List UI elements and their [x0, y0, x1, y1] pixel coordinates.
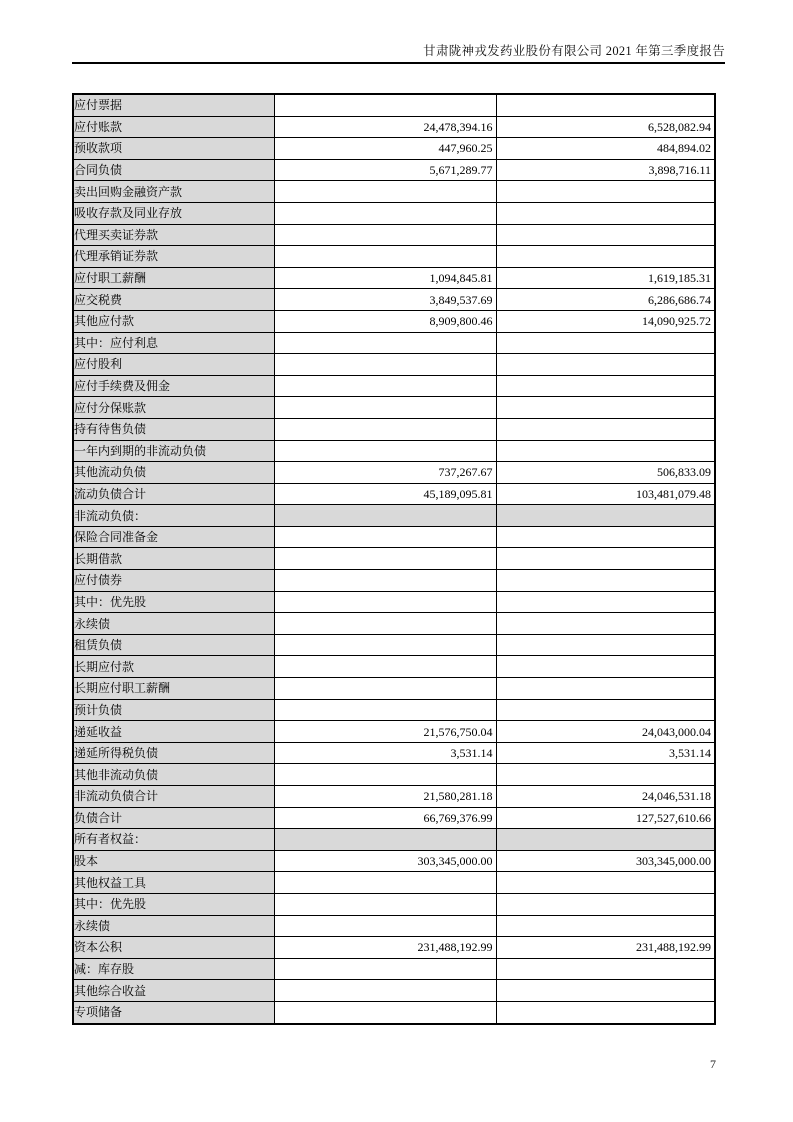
row-value-current: [274, 980, 496, 1002]
table-row: [73, 224, 715, 246]
row-value-previous: [496, 893, 715, 915]
row-value-current: 447,960.25: [274, 138, 496, 160]
row-label: 所有者权益：: [73, 829, 274, 851]
table-row: [73, 721, 715, 743]
row-value-current: 737,267.67: [274, 462, 496, 484]
balance-sheet-table-wrap: [72, 93, 716, 1025]
row-label: 其他非流动负债: [73, 764, 274, 786]
table-row: [73, 958, 715, 980]
row-value-previous: [496, 246, 715, 268]
row-label: 保险合同准备金: [73, 526, 274, 548]
row-label: 应付票据: [73, 94, 274, 116]
balance-sheet-table: [72, 93, 716, 1025]
row-label: 减：库存股: [73, 958, 274, 980]
row-value-current: [274, 656, 496, 678]
row-value-current: [274, 915, 496, 937]
row-value-current: 231,488,192.99: [274, 937, 496, 959]
table-row: [73, 94, 715, 116]
row-label: 股本: [73, 850, 274, 872]
row-value-previous: [496, 505, 715, 527]
row-value-previous: [496, 375, 715, 397]
row-label: 长期应付款: [73, 656, 274, 678]
row-value-current: 21,576,750.04: [274, 721, 496, 743]
row-label: 应付分保账款: [73, 397, 274, 419]
row-value-previous: [496, 915, 715, 937]
table-row: [73, 937, 715, 959]
row-label: 代理买卖证券款: [73, 224, 274, 246]
row-value-current: [274, 505, 496, 527]
row-value-current: [274, 548, 496, 570]
table-row: [73, 462, 715, 484]
row-label: 流动负债合计: [73, 483, 274, 505]
row-label: 租赁负债: [73, 634, 274, 656]
row-value-previous: 6,286,686.74: [496, 289, 715, 311]
row-value-current: [274, 354, 496, 376]
row-value-current: [274, 829, 496, 851]
table-row: [73, 397, 715, 419]
row-value-previous: [496, 764, 715, 786]
row-value-current: [274, 872, 496, 894]
row-value-previous: [496, 440, 715, 462]
row-value-previous: [496, 202, 715, 224]
table-row: [73, 116, 715, 138]
row-value-previous: 506,833.09: [496, 462, 715, 484]
row-value-previous: [496, 980, 715, 1002]
table-row: [73, 613, 715, 635]
row-label: 合同负债: [73, 159, 274, 181]
table-row: [73, 656, 715, 678]
row-label: 应付股利: [73, 354, 274, 376]
table-row: [73, 764, 715, 786]
row-value-current: [274, 764, 496, 786]
row-value-previous: [496, 418, 715, 440]
row-label: 卖出回购金融资产款: [73, 181, 274, 203]
row-value-previous: [496, 181, 715, 203]
row-value-previous: 3,531.14: [496, 742, 715, 764]
table-row: [73, 980, 715, 1002]
row-label: 吸收存款及同业存放: [73, 202, 274, 224]
row-value-current: [274, 440, 496, 462]
row-label: 其他流动负债: [73, 462, 274, 484]
table-row: [73, 418, 715, 440]
table-row: [73, 181, 715, 203]
row-value-previous: 303,345,000.00: [496, 850, 715, 872]
row-value-current: 21,580,281.18: [274, 786, 496, 808]
table-row: [73, 1001, 715, 1023]
row-value-previous: [496, 397, 715, 419]
row-value-previous: [496, 829, 715, 851]
row-label: 其他综合收益: [73, 980, 274, 1002]
row-value-previous: [496, 332, 715, 354]
row-label: 递延收益: [73, 721, 274, 743]
row-label: 其中：应付利息: [73, 332, 274, 354]
row-value-previous: 484,894.02: [496, 138, 715, 160]
row-label: 其中：优先股: [73, 591, 274, 613]
row-value-previous: [496, 634, 715, 656]
row-label: 其他权益工具: [73, 872, 274, 894]
table-row: [73, 915, 715, 937]
row-value-current: [274, 1001, 496, 1023]
row-label: 预收款项: [73, 138, 274, 160]
row-value-current: [274, 375, 496, 397]
row-value-current: [274, 246, 496, 268]
table-row: [73, 893, 715, 915]
row-label: 一年内到期的非流动负债: [73, 440, 274, 462]
row-value-current: 303,345,000.00: [274, 850, 496, 872]
table-row: [73, 591, 715, 613]
table-row: [73, 634, 715, 656]
row-label: 持有待售负债: [73, 418, 274, 440]
row-value-previous: [496, 656, 715, 678]
row-label: 永续债: [73, 613, 274, 635]
row-label: 专项储备: [73, 1001, 274, 1023]
row-value-previous: [496, 872, 715, 894]
row-value-previous: [496, 224, 715, 246]
row-value-previous: [496, 699, 715, 721]
row-value-current: [274, 181, 496, 203]
row-value-current: [274, 94, 496, 116]
row-value-previous: [496, 354, 715, 376]
row-value-previous: 103,481,079.48: [496, 483, 715, 505]
table-row: [73, 786, 715, 808]
row-label: 长期借款: [73, 548, 274, 570]
row-label: 非流动负债合计: [73, 786, 274, 808]
row-value-current: [274, 958, 496, 980]
row-value-current: [274, 418, 496, 440]
row-value-previous: 6,528,082.94: [496, 116, 715, 138]
table-row: [73, 267, 715, 289]
row-label: 应交税费: [73, 289, 274, 311]
table-row: [73, 742, 715, 764]
table-row: [73, 202, 715, 224]
row-value-previous: [496, 94, 715, 116]
row-value-current: [274, 893, 496, 915]
row-label: 其中：优先股: [73, 893, 274, 915]
row-value-previous: [496, 526, 715, 548]
row-value-previous: [496, 591, 715, 613]
balance-sheet-table-body: [73, 94, 715, 1024]
row-label: 其他应付款: [73, 310, 274, 332]
row-label: 应付账款: [73, 116, 274, 138]
row-label: 非流动负债：: [73, 505, 274, 527]
row-label: 代理承销证券款: [73, 246, 274, 268]
table-row: [73, 678, 715, 700]
row-value-current: [274, 591, 496, 613]
row-label: 负债合计: [73, 807, 274, 829]
row-label: 资本公积: [73, 937, 274, 959]
table-row: [73, 310, 715, 332]
row-label: 应付职工薪酬: [73, 267, 274, 289]
row-value-current: [274, 570, 496, 592]
row-value-current: [274, 202, 496, 224]
row-value-current: [274, 634, 496, 656]
table-row: [73, 138, 715, 160]
table-row: [73, 829, 715, 851]
row-label: 递延所得税负债: [73, 742, 274, 764]
row-value-previous: 127,527,610.66: [496, 807, 715, 829]
row-label: 长期应付职工薪酬: [73, 678, 274, 700]
row-value-current: [274, 699, 496, 721]
row-value-current: 3,849,537.69: [274, 289, 496, 311]
table-row: [73, 807, 715, 829]
table-row: [73, 159, 715, 181]
row-value-previous: 14,090,925.72: [496, 310, 715, 332]
row-label: 应付债券: [73, 570, 274, 592]
row-value-previous: [496, 548, 715, 570]
report-header-title: 甘肃陇神戎发药业股份有限公司 2021 年第三季度报告: [72, 42, 725, 64]
table-row: [73, 440, 715, 462]
table-row: [73, 526, 715, 548]
row-value-current: [274, 224, 496, 246]
row-value-previous: 24,046,531.18: [496, 786, 715, 808]
row-value-current: [274, 613, 496, 635]
row-value-previous: 1,619,185.31: [496, 267, 715, 289]
row-value-current: [274, 526, 496, 548]
page-number: 7: [710, 1057, 716, 1071]
table-row: [73, 548, 715, 570]
row-value-current: [274, 678, 496, 700]
row-value-previous: 24,043,000.04: [496, 721, 715, 743]
table-row: [73, 354, 715, 376]
row-value-previous: [496, 958, 715, 980]
row-value-current: 3,531.14: [274, 742, 496, 764]
row-value-current: [274, 397, 496, 419]
row-value-current: 66,769,376.99: [274, 807, 496, 829]
row-value-current: 5,671,289.77: [274, 159, 496, 181]
row-value-current: 24,478,394.16: [274, 116, 496, 138]
table-row: [73, 289, 715, 311]
table-row: [73, 483, 715, 505]
row-value-previous: [496, 570, 715, 592]
table-row: [73, 699, 715, 721]
row-value-previous: [496, 613, 715, 635]
row-label: 永续债: [73, 915, 274, 937]
row-label: 预计负债: [73, 699, 274, 721]
row-value-current: 8,909,800.46: [274, 310, 496, 332]
table-row: [73, 570, 715, 592]
row-value-current: [274, 332, 496, 354]
table-row: [73, 375, 715, 397]
row-value-previous: 231,488,192.99: [496, 937, 715, 959]
row-value-previous: [496, 1001, 715, 1023]
table-row: [73, 850, 715, 872]
table-row: [73, 872, 715, 894]
row-value-current: 45,189,095.81: [274, 483, 496, 505]
row-label: 应付手续费及佣金: [73, 375, 274, 397]
table-row: [73, 505, 715, 527]
table-row: [73, 332, 715, 354]
row-value-previous: [496, 678, 715, 700]
row-value-previous: 3,898,716.11: [496, 159, 715, 181]
row-value-current: 1,094,845.81: [274, 267, 496, 289]
table-row: [73, 246, 715, 268]
